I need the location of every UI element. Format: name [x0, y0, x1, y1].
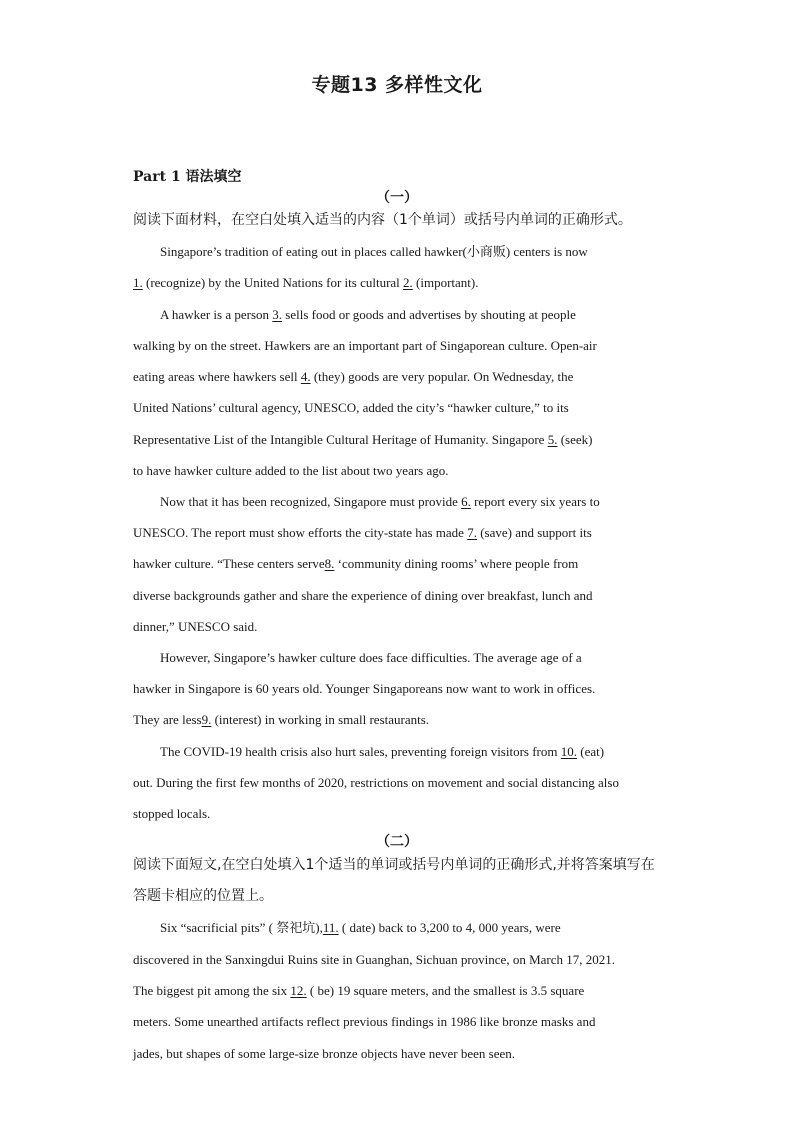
text-line: jades, but shapes of some large-size bronze objects have never been seen. [133, 1046, 516, 1061]
text-line: out. During the first few months of 2020, restrictions on movement and social distancing also [133, 775, 619, 790]
text-line: The COVID-19 health crisis also hurt sales, preventing foreign visitors from 10. (eat) [160, 744, 605, 759]
blank-8: 8. [324, 556, 335, 571]
text-line: discovered in the Sanxingdui Ruins site in Guanghan, Sichuan province, on March 17, 2021. [133, 952, 616, 967]
blank-2: 2. [403, 275, 413, 290]
text-line: to have hawker culture added to the list about two years ago. [133, 463, 449, 478]
text-line: dinner,” UNESCO said. [133, 619, 258, 634]
text-line: stopped locals. [133, 806, 211, 821]
page-title: 专题13 多样性文化 [311, 74, 483, 96]
blank-4: 4. [300, 369, 311, 384]
section-2-instruction: 阅读下面短文,在空白处填入1个适当的单词或括号内单词的正确形式,并将答案填写在 [133, 857, 655, 873]
blank-10: 10. [560, 744, 577, 759]
blank-5: 5. [547, 432, 558, 447]
section-1-instruction: 阅读下面材料，在空白处填入适当的内容（1个单词）或括号内单词的正确形式。 [133, 212, 632, 228]
text-line: meters. Some unearthed artifacts reflect previous findings in 1986 like bronze masks and [133, 1014, 596, 1029]
text-line: UNESCO. The report must show efforts the city-state has made 7. (save) and support its [133, 525, 592, 540]
text-line: diverse backgrounds gather and share the experience of dining over breakfast, lunch and [133, 588, 593, 603]
text-line: United Nations’ cultural agency, UNESCO, added the city’s “hawker culture,” to its [133, 400, 569, 415]
text-line: The biggest pit among the six 12. ( be) 19 square meters, and the smallest is 3.5 square [133, 983, 585, 998]
text-line: A hawker is a person 3. sells food or goods and advertises by shouting at people [160, 307, 576, 322]
text-line: hawker culture. “These centers serve8. ‘community dining rooms’ where people from [133, 556, 579, 571]
blank-3: 3. [272, 307, 283, 322]
part-heading: Part 1 语法填空 [133, 169, 242, 185]
blank-11: 11. [322, 920, 339, 935]
text-line: walking by on the street. Hawkers are an important part of Singaporean culture. Open-air [133, 338, 597, 353]
text-line: eating areas where hawkers sell 4. (they) goods are very popular. On Wednesday, the [133, 369, 574, 384]
blank-9: 9. [201, 712, 212, 727]
section-2-instruction-cont: 答题卡相应的位置上。 [133, 888, 273, 904]
blank-12: 12. [290, 983, 307, 998]
section-2-heading: （二） [376, 834, 418, 850]
text-line: Now that it has been recognized, Singapore must provide 6. report every six years to [160, 494, 600, 509]
text-line: Representative List of the Intangible Cultural Heritage of Humanity. Singapore 5. (seek) [133, 432, 593, 447]
text-line: 1. (recognize) by the United Nations for its cultural 2. (important). [133, 275, 479, 290]
text-line: However, Singapore’s hawker culture does face difficulties. The average age of a [160, 650, 582, 665]
text-line: They are less9. (interest) in working in small restaurants. [133, 712, 430, 727]
text-line: Six “sacrificial pits” ( 祭祀坑),11. ( date) back to 3,200 to 4, 000 years, were [160, 920, 561, 935]
text-line: hawker in Singapore is 60 years old. Younger Singaporeans now want to work in offices. [133, 681, 596, 696]
blank-6: 6. [461, 494, 471, 509]
blank-1: 1. [133, 275, 143, 290]
blank-7: 7. [467, 525, 477, 540]
text-line: Singapore’s tradition of eating out in places called hawker(小商贩) centers is now [160, 244, 588, 259]
section-1-heading: （一） [376, 190, 418, 206]
